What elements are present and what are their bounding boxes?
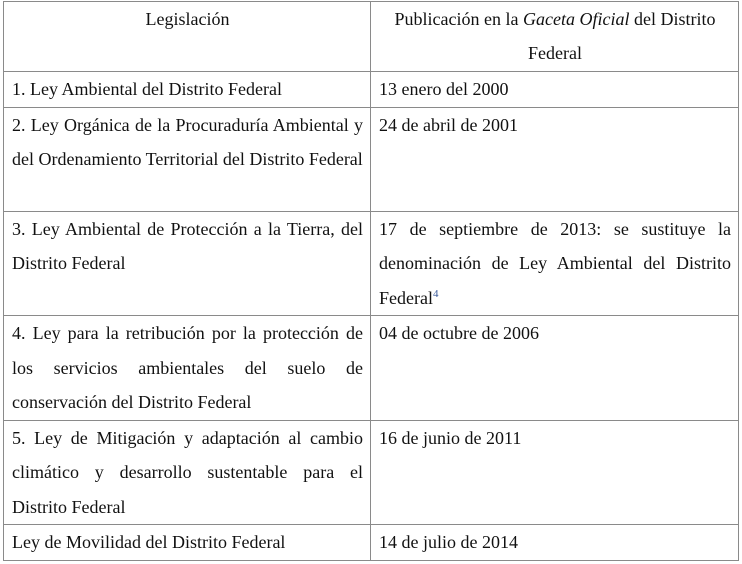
- header-publication-post: del Distrito Federal: [528, 9, 716, 63]
- header-publication-pre: Publicación en la: [394, 9, 523, 29]
- law-cell: 3. Ley Ambiental de Protección a la Tierra, del Distrito Federal: [4, 211, 371, 316]
- table-row: [4, 211, 739, 316]
- law-cell: 1. Ley Ambiental del Distrito Federal: [4, 72, 371, 108]
- table-row: [4, 420, 739, 525]
- date-cell: [371, 211, 739, 316]
- law-cell: 4. Ley para la retribución por la protección de los servicios ambientales del suelo de conservación del Distrito Federal: [4, 316, 371, 421]
- date-text: 17 de septiembre de 2013: se sustituye la denominación de Ley Ambiental del Distrito Federal: [379, 218, 731, 308]
- table-row: [4, 316, 739, 421]
- date-cell: 16 de junio de 2011: [371, 420, 739, 525]
- date-cell: 14 de julio de 2014: [371, 525, 739, 561]
- date-cell: 13 enero del 2000: [371, 72, 739, 108]
- header-publication: [371, 2, 739, 72]
- header-legislation: Legislación: [4, 2, 371, 72]
- legislation-table: [3, 1, 739, 561]
- table-header-row: [4, 2, 739, 72]
- date-cell: 04 de octubre de 2006: [371, 316, 739, 421]
- header-publication-italic: Gaceta Oficial: [522, 9, 630, 29]
- law-cell: Ley de Movilidad del Distrito Federal: [4, 525, 371, 561]
- table-row: [4, 72, 739, 108]
- date-cell: 24 de abril de 2001: [371, 107, 739, 211]
- law-cell: 5. Ley de Mitigación y adaptación al cambio climático y desarrollo sustentable para el Distrito Federal: [4, 420, 371, 525]
- table-row: [4, 525, 739, 561]
- table-row: [4, 107, 739, 211]
- footnote-reference[interactable]: 4: [432, 287, 439, 300]
- law-cell: 2. Ley Orgánica de la Procuraduría Ambiental y del Ordenamiento Territorial del Distrito Federal: [4, 107, 371, 211]
